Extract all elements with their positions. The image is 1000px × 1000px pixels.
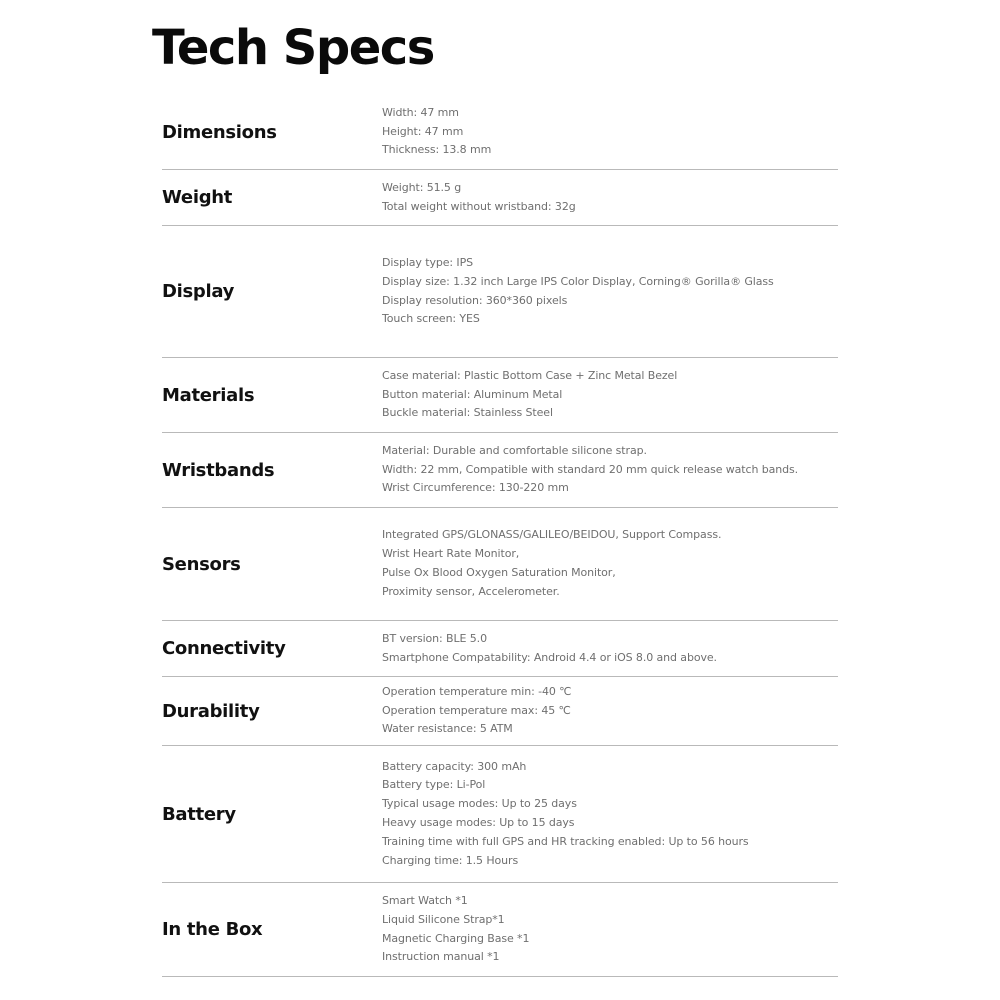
spec-row-battery [162,746,838,883]
spec-values [382,621,717,676]
spec-value-line: Wrist Heart Rate Monitor, [382,547,520,561]
spec-values [382,508,721,620]
spec-value-line: BT version: BLE 5.0 [382,631,487,645]
spec-label: Durability [162,700,260,722]
spec-values [382,170,576,225]
spec-value-line: Operation temperature max: 45 ℃ [382,703,571,717]
spec-row-in-the-box [162,883,838,977]
spec-label: Weight [162,187,233,208]
spec-value-line: Water resistance: 5 ATM [382,722,513,736]
spec-value-line: Smart Watch *1 [382,893,468,907]
spec-value-line: Charging time: 1.5 Hours [382,853,519,867]
spec-value-line: Material: Durable and comfortable silicone strap. [382,443,647,457]
spec-value-line: Weight: 51.5 g [382,180,462,194]
spec-value-line: Thickness: 13.8 mm [382,143,492,157]
spec-values [382,746,749,882]
spec-label: In the Box [162,919,263,940]
page-title: Tech Specs [152,20,434,76]
spec-label: Connectivity [162,638,286,659]
spec-value-line: Wrist Circumference: 130-220 mm [382,481,569,495]
spec-row-display [162,226,838,358]
spec-label: Wristbands [162,459,275,481]
spec-value-line: Liquid Silicone Strap*1 [382,912,505,926]
spec-value-line: Operation temperature min: -40 ℃ [382,684,572,698]
spec-row-materials [162,358,838,433]
spec-value-line: Touch screen: YES [382,312,480,326]
spec-value-line: Width: 47 mm [382,105,459,119]
spec-row-weight [162,170,838,226]
spec-value-line: Integrated GPS/GLONASS/GALILEO/BEIDOU, Support Compass. [382,528,722,542]
spec-value-line: Display size: 1.32 inch Large IPS Color Display, Corning® Gorilla® Glass [382,274,774,288]
spec-value-line: Proximity sensor, Accelerometer. [382,584,560,598]
spec-row-wristbands [162,433,838,508]
spec-values [382,226,774,357]
spec-value-line: Battery capacity: 300 mAh [382,759,527,773]
spec-row-connectivity [162,621,838,677]
spec-value-line: Height: 47 mm [382,124,464,138]
spec-value-line: Case material: Plastic Bottom Case + Zinc Metal Bezel [382,368,678,382]
spec-label: Display [162,281,235,302]
spec-label: Dimensions [162,121,277,143]
spec-value-line: Button material: Aluminum Metal [382,387,563,401]
spec-values [382,358,677,432]
spec-row-sensors [162,508,838,621]
spec-value-line: Training time with full GPS and HR tracking enabled: Up to 56 hours [382,834,749,848]
spec-value-line: Width: 22 mm, Compatible with standard 20 mm quick release watch bands. [382,462,799,476]
spec-values [382,433,798,507]
spec-value-line: Buckle material: Stainless Steel [382,406,553,420]
spec-value-line: Smartphone Compatability: Android 4.4 or iOS 8.0 and above. [382,650,717,664]
spec-value-line: Instruction manual *1 [382,950,500,964]
spec-value-line: Display type: IPS [382,255,473,269]
spec-value-line: Display resolution: 360*360 pixels [382,293,568,307]
spec-label: Sensors [162,553,241,575]
spec-value-line: Typical usage modes: Up to 25 days [382,797,577,811]
spec-value-line: Total weight without wristband: 32g [382,199,576,213]
spec-value-line: Magnetic Charging Base *1 [382,931,530,945]
spec-value-line: Battery type: Li-Pol [382,778,486,792]
spec-label: Materials [162,384,255,406]
spec-label: Battery [162,803,236,825]
spec-value-line: Heavy usage modes: Up to 15 days [382,816,575,829]
spec-values [382,95,491,169]
spec-value-line: Pulse Ox Blood Oxygen Saturation Monitor, [382,566,616,579]
spec-values [382,883,529,976]
spec-row-dimensions [162,95,838,170]
spec-values [382,677,571,745]
spec-row-durability [162,677,838,746]
